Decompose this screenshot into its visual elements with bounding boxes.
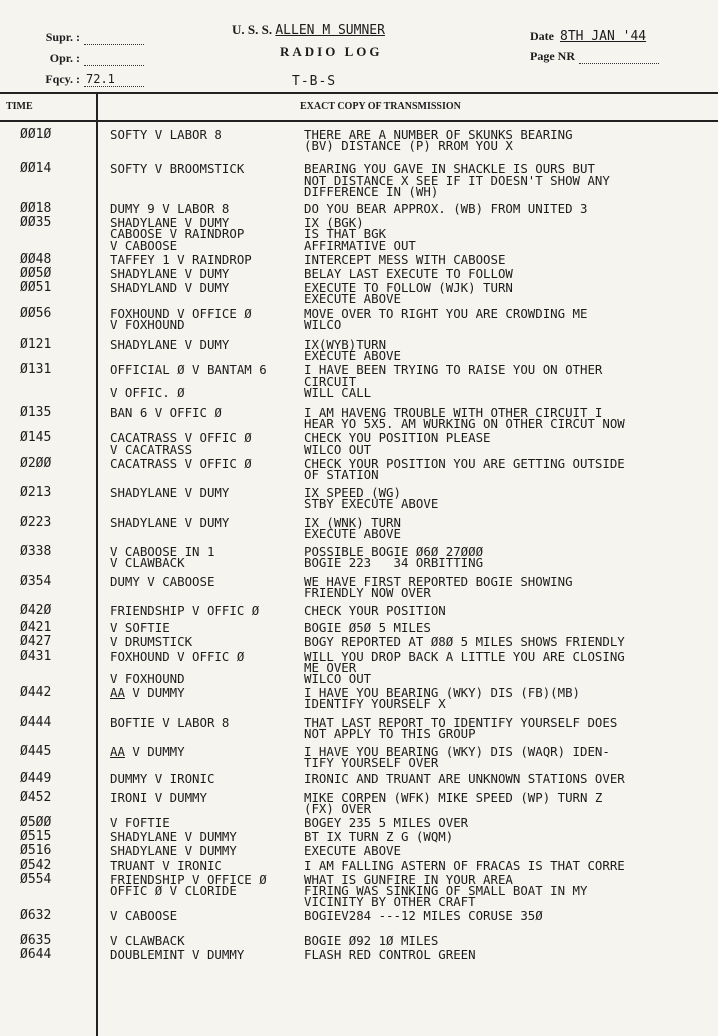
- entry-stations: SHADYLANE V DUMY: [110, 485, 230, 501]
- log-entry: [0, 684, 718, 712]
- entry-message: CHECK YOU POSITION PLEASE WILCO OUT: [304, 430, 491, 457]
- log-entry: [0, 932, 718, 946]
- entry-time: Ø213: [20, 485, 52, 501]
- entry-stations: CACATRASS V OFFIC Ø: [110, 455, 252, 471]
- entry-stations: FOXHOUND V OFFICE Ø V FOXHOUND: [110, 305, 252, 332]
- date-label: Date: [530, 29, 554, 43]
- entry-time: Ø42Ø: [20, 602, 52, 618]
- log-entry: [0, 828, 718, 845]
- log-entry: [0, 648, 718, 685]
- log-entry: [0, 602, 718, 616]
- log-entry: [0, 573, 718, 598]
- entry-time: Ø431: [20, 648, 52, 664]
- log-entry: [0, 770, 718, 787]
- entry-time: Ø449: [20, 771, 52, 787]
- entry-time: Ø223: [20, 514, 52, 530]
- copy-column-header: EXACT COPY OF TRANSMISSION: [300, 101, 461, 112]
- entry-time: Ø145: [20, 430, 52, 446]
- entry-stations-underlined: AA: [110, 743, 125, 759]
- log-entry: [0, 279, 718, 307]
- entry-message: WILL YOU DROP BACK A LITTLE YOU ARE CLOSING ME OVER WILCO OUT: [304, 648, 625, 686]
- entry-message: MIKE CORPEN (WFK) MIKE SPEED (WP) TURN Z (FX) OVER: [304, 789, 603, 816]
- entry-message: THAT LAST REPORT TO IDENTIFY YOURSELF DOES NOT APPLY TO THIS GROUP: [304, 714, 618, 741]
- log-entry: [0, 543, 718, 571]
- page-field: [579, 63, 659, 64]
- log-entry: [0, 871, 718, 908]
- log-entry: [0, 126, 718, 154]
- log-entry: [0, 200, 718, 217]
- entry-time: Ø632: [20, 908, 52, 924]
- entry-stations: SHADYLANE V DUMY CABOOSE V RAINDROP V CABOOSE: [110, 215, 245, 253]
- entry-message: WHAT IS GUNFIRE IN YOUR AREA FIRING WAS SINKING OF SMALL BOAT IN MY VICINITY BY OTHER CRAFT: [304, 871, 588, 910]
- entry-stations: SHADYLANE V DUMMY: [110, 843, 237, 859]
- entry-time: ØØ14: [20, 161, 52, 177]
- log-entry: [0, 265, 718, 282]
- entry-stations: TRUANT V IRONIC: [110, 857, 222, 873]
- header-left-fields: [38, 24, 144, 87]
- entry-message: DO YOU BEAR APPROX. (WB) FROM UNITED 3: [304, 201, 588, 217]
- entry-stations-underlined: AA: [110, 685, 125, 701]
- supr-label: Supr. :: [45, 30, 80, 44]
- log-entry: [0, 946, 718, 960]
- entry-message: EXECUTE ABOVE: [304, 843, 401, 859]
- entry-time: ØØ51: [20, 280, 52, 296]
- entry-message: I AM FALLING ASTERN OF FRACAS IS THAT CORRE: [304, 857, 625, 873]
- fqcy-value: 72.1: [84, 72, 144, 87]
- log-entry: [0, 160, 718, 197]
- log-entries: [0, 126, 718, 960]
- log-entry: [0, 251, 718, 265]
- entry-stations: SHADYLANE V DUMMY: [110, 829, 237, 845]
- log-entry: [0, 214, 718, 251]
- log-entry: [0, 907, 718, 924]
- entry-message: BOGEY 235 5 MILES OVER: [304, 814, 469, 830]
- entry-stations: V CABOOSE IN 1 V CLAWBACK: [110, 544, 215, 571]
- log-entry: [0, 743, 718, 771]
- entry-stations: IRONI V DUMMY: [110, 789, 207, 805]
- entry-stations: SOFTY V LABOR 8: [110, 127, 222, 142]
- entry-stations: SHADYLAND V DUMY: [110, 280, 230, 296]
- entry-stations: AA V DUMMY: [110, 743, 185, 759]
- entry-stations: FOXHOUND V OFFIC Ø V FOXHOUND: [110, 648, 245, 686]
- entry-time: Ø2ØØ: [20, 455, 52, 471]
- log-entry: [0, 404, 718, 432]
- entry-time: Ø121: [20, 337, 52, 353]
- entry-time: Ø442: [20, 685, 52, 701]
- entry-stations: AA V DUMMY: [110, 685, 185, 701]
- entry-message: BEARING YOU GAVE IN SHACKLE IS OURS BUT NOT DISTANCE X SEE IF IT DOESN'T SHOW ANY DIFFERENCE IN (WH): [304, 161, 610, 199]
- entry-time: Ø445: [20, 743, 52, 759]
- entry-stations: BAN 6 V OFFIC Ø: [110, 405, 222, 421]
- entry-message: POSSIBLE BOGIE Ø6Ø 27ØØØ BOGIE 223 34 ORBITTING: [304, 544, 484, 571]
- entry-message: CHECK YOUR POSITION YOU ARE GETTING OUTSIDE OF STATION: [304, 455, 625, 483]
- entry-time: ØØ35: [20, 215, 52, 231]
- entry-message: BOGIE Ø5Ø 5 MILES: [304, 620, 431, 636]
- entry-stations: OFFICIAL Ø V BANTAM 6 V OFFIC. Ø: [110, 362, 267, 400]
- time-column-header: TIME: [6, 101, 33, 112]
- entry-message: IX (WNK) TURN EXECUTE ABOVE: [304, 514, 401, 541]
- entry-time: Ø516: [20, 843, 52, 859]
- entry-message: IRONIC AND TRUANT ARE UNKNOWN STATIONS OVER: [304, 771, 625, 787]
- supr-field: [84, 44, 144, 45]
- opr-label: Opr. :: [49, 51, 80, 65]
- ship-name: ALLEN M SUMNER: [275, 23, 385, 38]
- entry-stations: FRIENDSHIP V OFFIC Ø: [110, 602, 260, 618]
- entry-message: CHECK YOUR POSITION: [304, 602, 446, 618]
- document-title: RADIO LOG: [280, 44, 383, 59]
- log-entry: [0, 714, 718, 739]
- entry-message: BOGY REPORTED AT Ø8Ø 5 MILES SHOWS FRIENDLY: [304, 634, 625, 650]
- entry-message: I HAVE YOU BEARING (WKY) DIS (WAQR) IDEN- TIFY YOURSELF OVER: [304, 743, 610, 771]
- entry-time: Ø5ØØ: [20, 814, 52, 830]
- entry-stations: SHADYLANE V DUMY: [110, 514, 230, 530]
- entry-stations: V DRUMSTICK: [110, 634, 193, 650]
- entry-stations: V CABOOSE: [110, 908, 178, 924]
- entry-stations: DUMY V CABOOSE: [110, 573, 215, 589]
- entry-stations: SHADYLANE V DUMY: [110, 337, 230, 353]
- entry-time: Ø131: [20, 362, 52, 378]
- fqcy-label: Fqcy. :: [45, 72, 80, 86]
- entry-message: I HAVE YOU BEARING (WKY) DIS (FB)(MB) IDENTIFY YOURSELF X: [304, 685, 581, 712]
- date-value: 8TH JAN '44: [560, 29, 647, 44]
- entry-time: Ø452: [20, 789, 52, 805]
- log-entry: [0, 514, 718, 539]
- entry-message: IX SPEED (WG) STBY EXECUTE ABOVE: [304, 485, 439, 512]
- entry-message: THERE ARE A NUMBER OF SKUNKS BEARING (BV) DISTANCE (P) RROM YOU X: [304, 127, 573, 154]
- log-entry: [0, 455, 718, 483]
- entry-time: Ø644: [20, 946, 52, 962]
- entry-message: EXECUTE TO FOLLOW (WJK) TURN EXECUTE ABOVE: [304, 280, 513, 307]
- entry-time: Ø444: [20, 714, 52, 730]
- entry-time: Ø427: [20, 634, 52, 650]
- entry-message: BELAY LAST EXECUTE TO FOLLOW: [304, 266, 513, 282]
- entry-stations: CACATRASS V OFFIC Ø V CACATRASS: [110, 430, 252, 457]
- log-entry: [0, 305, 718, 330]
- entry-stations: V SOFTIE: [110, 620, 170, 636]
- entry-stations: V CLAWBACK: [110, 932, 185, 948]
- entry-message: BT IX TURN Z G (WQM): [304, 829, 454, 845]
- entry-stations: BOFTIE V LABOR 8: [110, 714, 230, 730]
- column-header: [0, 92, 718, 122]
- entry-message: INTERCEPT MESS WITH CABOOSE: [304, 251, 506, 267]
- entry-message: FLASH RED CONTROL GREEN: [304, 946, 476, 962]
- log-entry: [0, 789, 718, 814]
- entry-time: ØØ56: [20, 305, 52, 321]
- circuit-label: T-B-S: [292, 74, 337, 89]
- ship-name-line: [232, 22, 385, 38]
- log-entry: [0, 857, 718, 871]
- entry-message: BOGIEV284 ---12 MILES CORUSE 35Ø: [304, 908, 543, 924]
- header-right-fields: [530, 24, 659, 64]
- entry-message: IX (BGK) IS THAT BGK AFFIRMATIVE OUT: [304, 215, 416, 253]
- entry-stations: TAFFEY 1 V RAINDROP: [110, 251, 252, 267]
- entry-stations: FRIENDSHIP V OFFICE Ø OFFIC Ø V CLORIDE: [110, 871, 267, 898]
- page-label: Page NR: [530, 49, 575, 63]
- log-entry: [0, 336, 718, 364]
- entry-time: ØØ5Ø: [20, 266, 52, 282]
- log-entry: [0, 484, 718, 512]
- entry-time: Ø354: [20, 573, 52, 589]
- log-entry: [0, 361, 718, 398]
- entry-stations: DOUBLEMINT V DUMMY: [110, 946, 245, 962]
- entry-stations: DUMMY V IRONIC: [110, 771, 215, 787]
- entry-time: Ø515: [20, 829, 52, 845]
- entry-stations: DUMY 9 V LABOR 8: [110, 201, 230, 217]
- entry-time: Ø135: [20, 405, 52, 421]
- entry-message: I HAVE BEEN TRYING TO RAISE YOU ON OTHER CIRCUIT WILL CALL: [304, 362, 603, 400]
- entry-time: ØØ18: [20, 201, 52, 217]
- entry-message: BOGIE Ø92 1Ø MILES: [304, 932, 439, 948]
- log-entry: [0, 814, 718, 828]
- log-entry: [0, 842, 718, 859]
- ship-prefix: U. S. S.: [232, 22, 273, 37]
- entry-time: ØØ48: [20, 251, 52, 267]
- entry-time: Ø542: [20, 857, 52, 873]
- opr-field: [84, 65, 144, 66]
- entry-message: WE HAVE FIRST REPORTED BOGIE SHOWING FRIENDLY NOW OVER: [304, 573, 573, 600]
- log-entry: [0, 633, 718, 650]
- entry-time: Ø421: [20, 620, 52, 636]
- log-entry: [0, 619, 718, 636]
- entry-time: Ø338: [20, 544, 52, 560]
- log-entry: [0, 429, 718, 457]
- entry-time: Ø554: [20, 871, 52, 887]
- entry-stations: V FOFTIE: [110, 814, 170, 830]
- entry-time: Ø635: [20, 932, 52, 948]
- entry-stations: SOFTY V BROOMSTICK: [110, 161, 245, 177]
- entry-message: IX(WYB)TURN EXECUTE ABOVE: [304, 337, 401, 364]
- entry-message: MOVE OVER TO RIGHT YOU ARE CROWDING ME WILCO: [304, 305, 588, 332]
- entry-time: ØØ1Ø: [20, 127, 52, 142]
- entry-message: I AM HAVENG TROUBLE WITH OTHER CIRCUIT I HEAR YO 5X5. AM WURKING ON OTHER CIRCUT NOW: [304, 405, 625, 432]
- entry-stations: SHADYLANE V DUMY: [110, 266, 230, 282]
